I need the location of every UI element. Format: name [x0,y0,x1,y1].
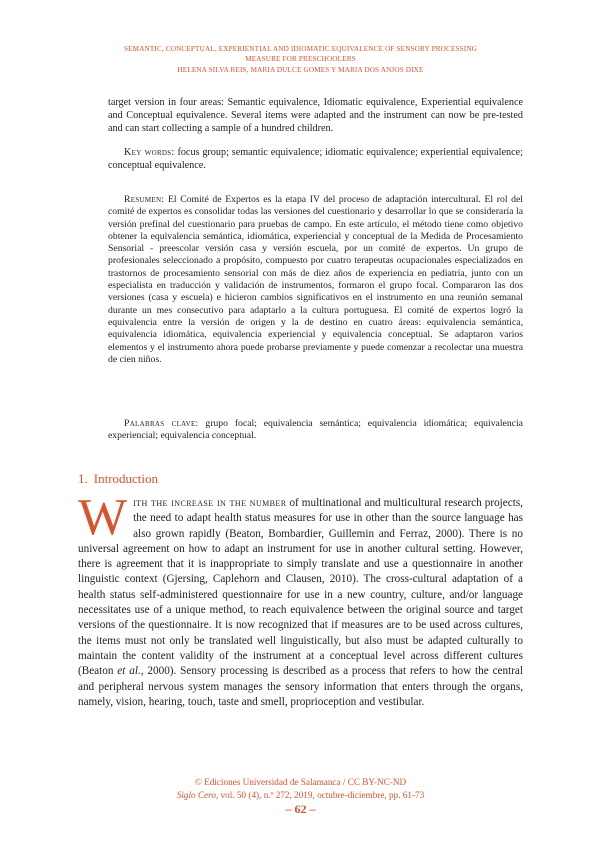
running-head [78,44,523,75]
lead-in-small-caps: ith the increase in the number [133,497,287,509]
introduction-paragraph [78,489,524,710]
page-number: – 62 – [285,802,316,816]
keywords-label: Key words: [124,147,175,158]
running-head-authors: HELENA SILVA REIS, MARIA DULCE GOMES Y MARIA DOS ANJOS DIXE [177,65,424,74]
section-title: Introduction [93,471,159,486]
intro-et-al: et al. [117,665,141,678]
footer-citation-line [78,789,523,802]
section-number: 1. [78,471,88,486]
footer-license: © Ediciones Universidad de Salamanca / CC BY-NC-ND [194,777,407,787]
running-head-title-line2: MEASURE FOR PRESCHOOLERS [245,55,356,64]
intro-text-part2: , 2000). Sensory processing is described as a process that refers to how the central and peripheral nervous system manages the sensory information that enters through the organs, namely, vision, hearing, touch, taste and smell, proprioception and vestibular. [78,665,524,708]
keywords-text: focus group; semantic equivalence; idiomatic equivalence; experiential equivalence; conceptual equivalence. [108,147,523,172]
running-head-title-line1: SEMANTIC, CONCEPTUAL, EXPERIENTIAL AND IDIOMATIC EQUIVALENCE OF SENSORY PROCESSING [123,45,478,53]
intro-text-part1: of multinational and multicultural research projects, the need to adapt health status measures for use in other than the source language has also grown rapidly (Beaton, Bombardier, Guillemin and Ferraz, 2000). There is no universal agreement on how to adapt an instrument for use in another cultural setting. However, there is agreement that it is inappropriate to simply translate and use a questionnaire in another linguistic context (Gjersing, Caplehorn and Clausen, 2010). The cross-cultural adaptation of a health status self-administered questionnaire for use in a new country, culture, and/or language necessitates use of a unique method, to reach equivalence between the original source and target versions of the questionnaire. It is now recognized that if measures are to be used across cultures, the items must not only be translated well linguistically, but also must be adapted culturally to maintain the content validity of the instrument at a conceptual level across different cultures (Beaton [78,497,523,678]
page-footer [78,776,523,802]
palabras-clave-text: grupo focal; equivalencia semántica; equivalencia idiomática; equivalencia experiencial; equivalencia conceptual. [108,418,523,442]
palabras-clave-label: Palabras clave: [124,418,199,429]
resumen-paragraph [108,194,523,366]
palabras-clave-paragraph [108,418,523,443]
footer-journal-name: Siglo Cero [176,790,216,800]
keywords-paragraph [108,146,523,172]
resumen-text: El Comité de Expertos es la etapa IV del proceso de adaptación intercultural. El rol del comité de expertos es consolidar todas las versiones del cuestionario y desarrollar lo que se consideraría la versión prefinal del cuestionario para pruebas de campo. En este artículo, el método tiene como objetivo obtener la equivalencia semántica, idiomática, experiencial y conceptual de la Medida de Procesamiento Sensorial - preescolar versión casa y versión escuela, por un comité de expertos. Un grupo de profesionales seleccionado a propósito, compuesto por cuatro terapeutas ocupacionales especializados en trastornos de procesamiento sensorial con más de diez años de experiencia en pediatría, junto con un especialista en traducción y validación de instrumentos, formaron el grupo focal. Compararon las dos versiones (casa y escuela) e hicieron cambios significativos en el instrumento en una reunión semanal durante un mes consecutivo para adaptarlo a la cultura portuguesa. El comité de expertos logró la equivalencia entre la versión de origen y la de destino en cuatro áreas: equivalencia semántica, equivalencia idiomática, equivalencia experiencial y equivalencia conceptual. Se adaptaron varios elementos y el instrumento ahora puede probarse previamente y puede comenzar a recolectar una muestra de cien niños. [108,194,523,365]
footer-citation: , vol. 50 (4), n.º 272, 2019, octubre-diciembre, pp. 61-73 [215,790,425,800]
drop-cap-letter: W [78,489,128,546]
section-heading [78,471,158,487]
resumen-label: Resumen: [124,194,165,205]
abstract-english: target version in four areas: Semantic equivalence, Idiomatic equivalence, Experiential equivalence and Conceptual equivalence. Several items were adapted and the instrument can now be pre-tested and can start collecting a sample of a hundred children. [108,97,523,135]
